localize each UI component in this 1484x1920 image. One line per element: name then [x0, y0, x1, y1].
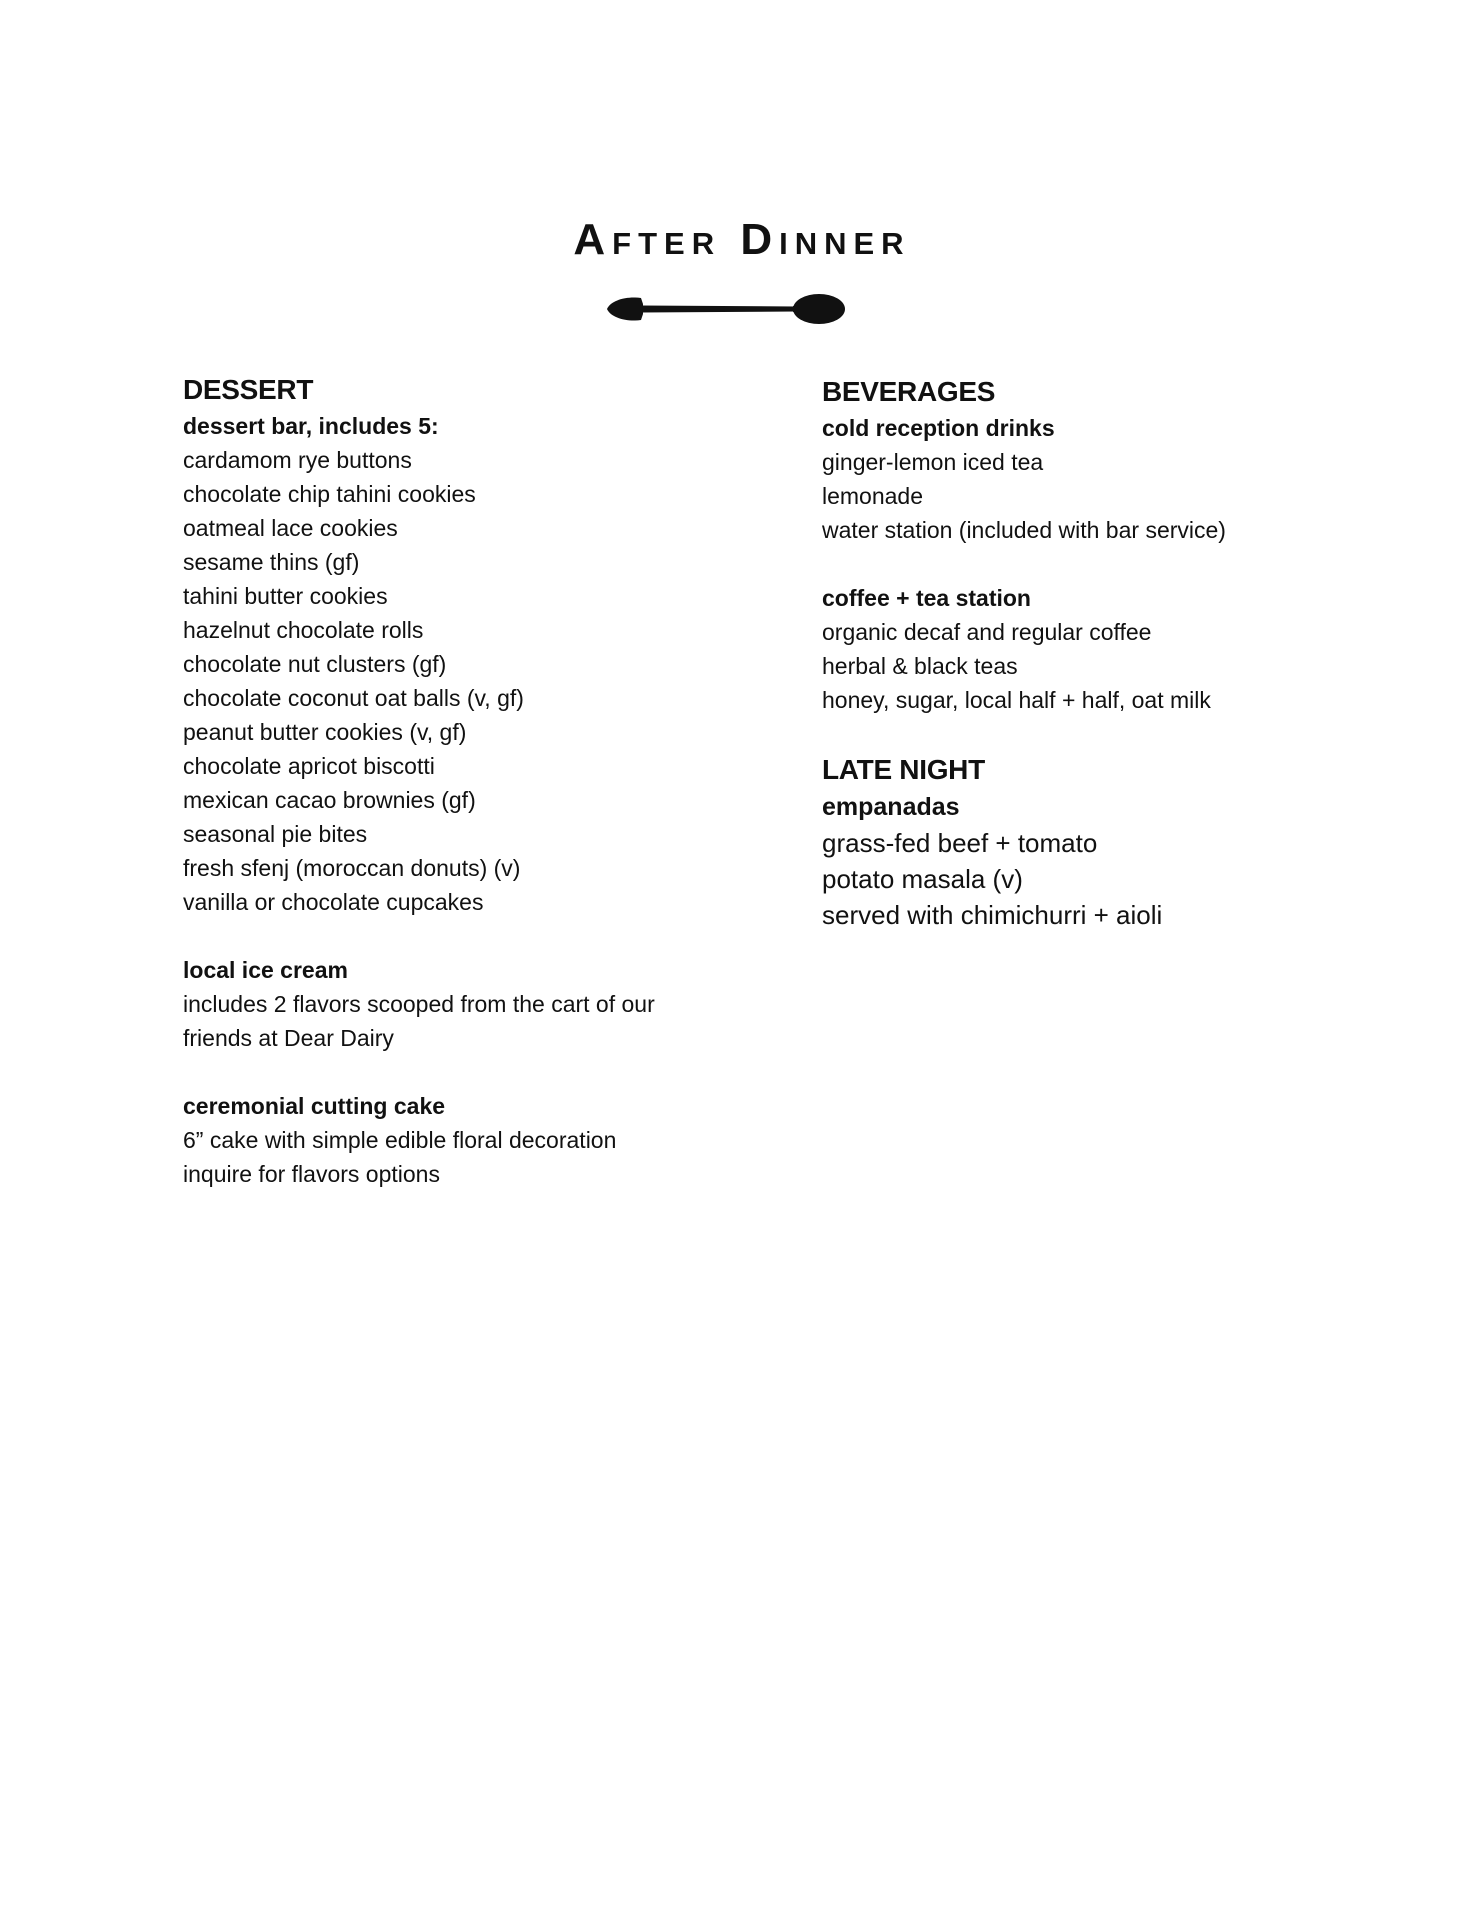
coffee-tea-title: coffee + tea station — [822, 585, 1031, 611]
list-item: 6” cake with simple edible floral decoration — [183, 1127, 617, 1153]
dessert-bar-title: dessert bar, includes 5: — [183, 413, 439, 439]
ice-cream-title: local ice cream — [183, 957, 348, 983]
empanadas-group — [822, 789, 1382, 933]
beverages-column — [822, 373, 1382, 933]
list-item: peanut butter cookies (v, gf) — [183, 719, 467, 745]
list-item: friends at Dear Dairy — [183, 1025, 394, 1051]
coffee-tea-group — [822, 581, 1382, 717]
cake-group — [183, 1089, 743, 1191]
late-night-section — [822, 751, 1382, 933]
list-item: tahini butter cookies — [183, 583, 388, 609]
list-item: chocolate nut clusters (gf) — [183, 651, 447, 677]
dessert-bar-group — [183, 409, 743, 919]
cold-drinks-title: cold reception drinks — [822, 415, 1055, 441]
list-item: lemonade — [822, 483, 924, 509]
list-item: chocolate apricot biscotti — [183, 753, 435, 779]
late-night-heading: LATE NIGHT — [822, 754, 985, 785]
list-item: includes 2 flavors scooped from the cart of our — [183, 991, 655, 1017]
list-item: hazelnut chocolate rolls — [183, 617, 424, 643]
list-item: herbal & black teas — [822, 653, 1018, 679]
list-item: served with chimichurri + aioli — [822, 900, 1163, 930]
list-item: chocolate coconut oat balls (v, gf) — [183, 685, 524, 711]
list-item: seasonal pie bites — [183, 821, 368, 847]
page-title: After Dinner — [573, 215, 911, 264]
dessert-heading: DESSERT — [183, 374, 314, 405]
list-item: fresh sfenj (moroccan donuts) (v) — [183, 855, 521, 881]
list-item: water station (included with bar service) — [822, 517, 1226, 543]
list-item: grass-fed beef + tomato — [822, 828, 1098, 858]
list-item: vanilla or chocolate cupcakes — [183, 889, 484, 915]
list-item: organic decaf and regular coffee — [822, 619, 1152, 645]
beverages-heading: BEVERAGES — [822, 376, 996, 407]
empanadas-title: empanadas — [822, 793, 960, 821]
list-item: oatmeal lace cookies — [183, 515, 398, 541]
ice-cream-group — [183, 953, 743, 1055]
list-item: sesame thins (gf) — [183, 549, 360, 575]
spoon-icon — [597, 286, 867, 332]
list-item: inquire for flavors options — [183, 1161, 440, 1187]
list-item: chocolate chip tahini cookies — [183, 481, 476, 507]
list-item: mexican cacao brownies (gf) — [183, 787, 476, 813]
cake-title: ceremonial cutting cake — [183, 1093, 446, 1119]
dessert-column — [183, 371, 743, 1191]
list-item: cardamom rye buttons — [183, 447, 412, 473]
list-item: ginger-lemon iced tea — [822, 449, 1044, 475]
list-item: potato masala (v) — [822, 864, 1023, 894]
list-item: honey, sugar, local half + half, oat milk — [822, 687, 1211, 713]
cold-drinks-group — [822, 411, 1382, 547]
